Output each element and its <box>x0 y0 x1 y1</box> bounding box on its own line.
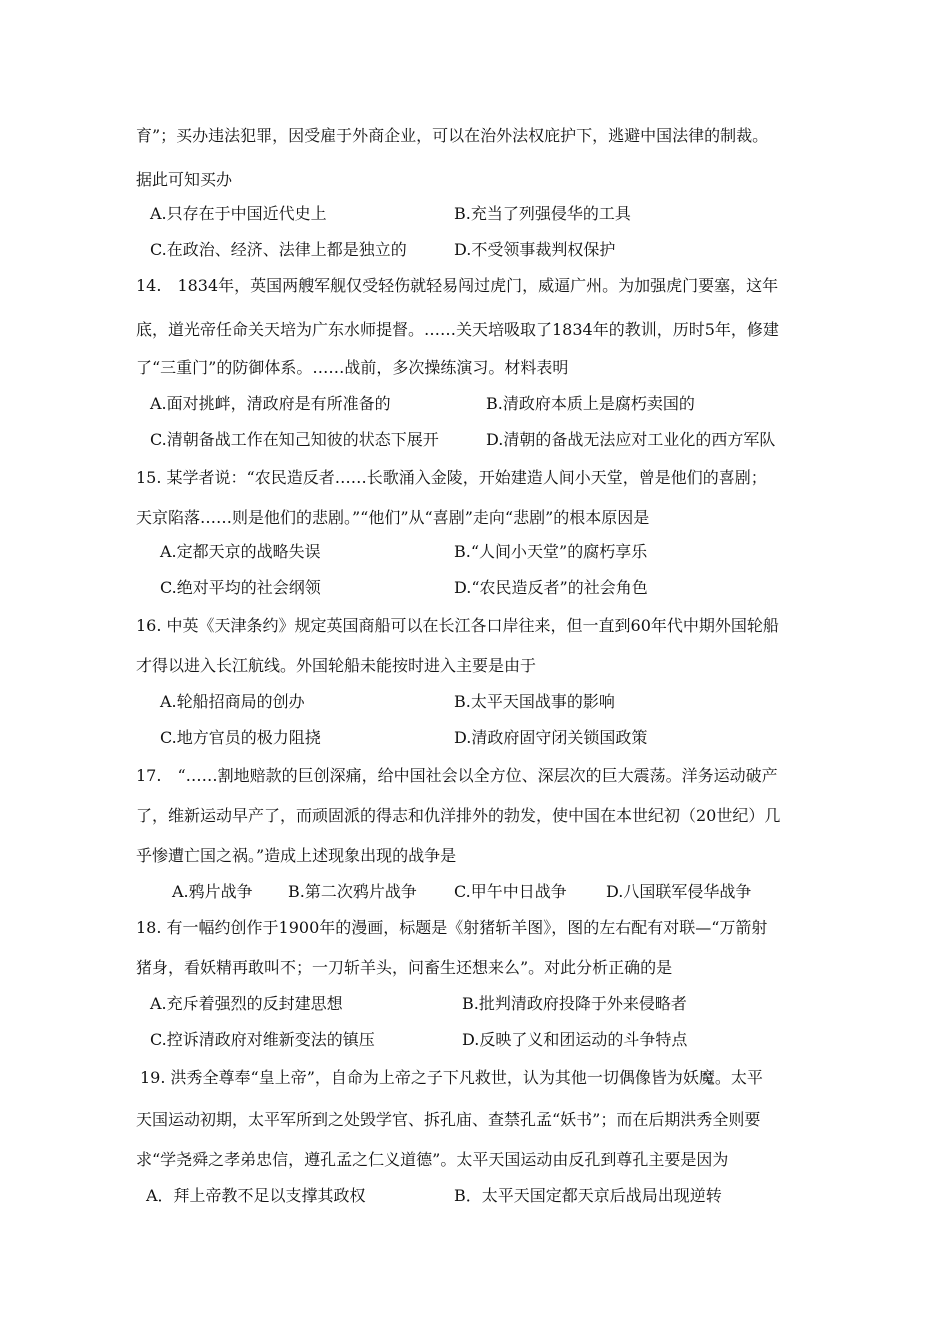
q19-stem-line-2: 天国运动初期，太平军所到之处毁学官、拆孔庙、查禁孔孟“妖书”；而在后期洪秀全则要 <box>136 1110 761 1129</box>
q17-option-b: B.第二次鸦片战争 <box>288 882 417 901</box>
q15-stem-line-1: 15. 某学者说：“农民造反者……长歌涌入金陵，开始建造人间小天堂，曾是他们的喜剧； <box>136 468 767 487</box>
q18-option-c: C.控诉清政府对维新变法的镇压 <box>150 1030 375 1049</box>
q18-option-d: D.反映了义和团运动的斗争特点 <box>462 1030 688 1049</box>
q17-stem-line-2: 了，维新运动早产了，而顽固派的得志和仇洋排外的勃发，使中国在本世纪初（20世纪）几 <box>136 806 781 825</box>
q18-stem-line-1: 18. 有一幅约创作于1900年的漫画，标题是《射猪斩羊图》，图的左右配有对联—“万箭射 <box>136 918 768 937</box>
q13-option-b: B.充当了列强侵华的工具 <box>454 204 631 223</box>
q16-stem-line-1: 16. 中英《天津条约》规定英国商船可以在长江各口岸往来，但一直到60年代中期外国轮船 <box>136 616 779 635</box>
q19-stem-line-3: 求“学尧舜之孝弟忠信，遵孔孟之仁义道德”。太平天国运动由反孔到尊孔主要是因为 <box>136 1150 729 1169</box>
q15-stem-line-2: 天京陷落……则是他们的悲剧。”“他们”从“喜剧”走向“悲剧”的根本原因是 <box>136 508 650 527</box>
q17-stem-line-3: 乎惨遭亡国之祸。”造成上述现象出现的战争是 <box>136 846 457 865</box>
q13-option-a: A.只存在于中国近代史上 <box>150 204 327 223</box>
q17-option-d: D.八国联军侵华战争 <box>606 882 752 901</box>
q19-option-a: A．拜上帝教不足以支撑其政权 <box>146 1186 366 1205</box>
q14-option-b: B.清政府本质上是腐朽卖国的 <box>486 394 695 413</box>
q14-stem-line-1: 14. 1834年，英国两艘军舰仅受轻伤就轻易闯过虎门，威逼广州。为加强虎门要塞，这年 <box>136 276 779 295</box>
q16-stem-line-2: 才得以进入长江航线。外国轮船未能按时进入主要是由于 <box>136 656 537 675</box>
q14-stem-line-2: 底，道光帝任命关天培为广东水师提督。……关天培吸取了1834年的教训，历时5年，修建 <box>136 320 779 339</box>
q15-option-c: C.绝对平均的社会纲领 <box>160 578 321 597</box>
q15-option-d: D.“农民造反者”的社会角色 <box>454 578 648 597</box>
q14-option-d: D.清朝的备战无法应对工业化的西方军队 <box>486 430 776 449</box>
q15-option-b: B.“人间小天堂”的腐朽享乐 <box>454 542 648 561</box>
q14-option-c: C.清朝备战工作在知己知彼的状态下展开 <box>150 430 439 449</box>
q15-option-a: A.定都天京的战略失误 <box>160 542 321 561</box>
q18-option-a: A.充斥着强烈的反封建思想 <box>150 994 343 1013</box>
q14-option-a: A.面对挑衅，清政府是有所准备的 <box>150 394 391 413</box>
q17-option-a: A.鸦片战争 <box>172 882 253 901</box>
q19-stem-line-1: 19. 洪秀全尊奉“皇上帝”，自命为上帝之子下凡救世，认为其他一切偶像皆为妖魔。太平 <box>140 1068 763 1087</box>
q13-stem-line-1: 育”；买办违法犯罪，因受雇于外商企业，可以在治外法权庇护下，逃避中国法律的制裁。 <box>136 126 769 145</box>
q16-option-c: C.地方官员的极力阻挠 <box>160 728 321 747</box>
q18-option-b: B.批判清政府投降于外来侵略者 <box>462 994 687 1013</box>
q16-option-a: A.轮船招商局的创办 <box>160 692 305 711</box>
q13-option-c: C.在政治、经济、法律上都是独立的 <box>150 240 407 259</box>
q14-stem-line-3: 了“三重门”的防御体系。……战前，多次操练演习。材料表明 <box>136 358 569 377</box>
q17-stem-line-1: 17. “……割地赔款的巨创深痛，给中国社会以全方位、深层次的巨大震荡。洋务运动破产 <box>136 766 778 785</box>
q13-option-d: D.不受领事裁判权保护 <box>454 240 616 259</box>
q17-option-c: C.甲午中日战争 <box>454 882 567 901</box>
q13-stem-line-2: 据此可知买办 <box>136 170 233 189</box>
q16-option-d: D.清政府固守闭关锁国政策 <box>454 728 648 747</box>
q19-option-b: B．太平天国定都天京后战局出现逆转 <box>454 1186 722 1205</box>
q16-option-b: B.太平天国战事的影响 <box>454 692 615 711</box>
q18-stem-line-2: 猪身，看妖精再敢叫不；一刀斩羊头，问畜生还想来么”。对此分析正确的是 <box>136 958 673 977</box>
